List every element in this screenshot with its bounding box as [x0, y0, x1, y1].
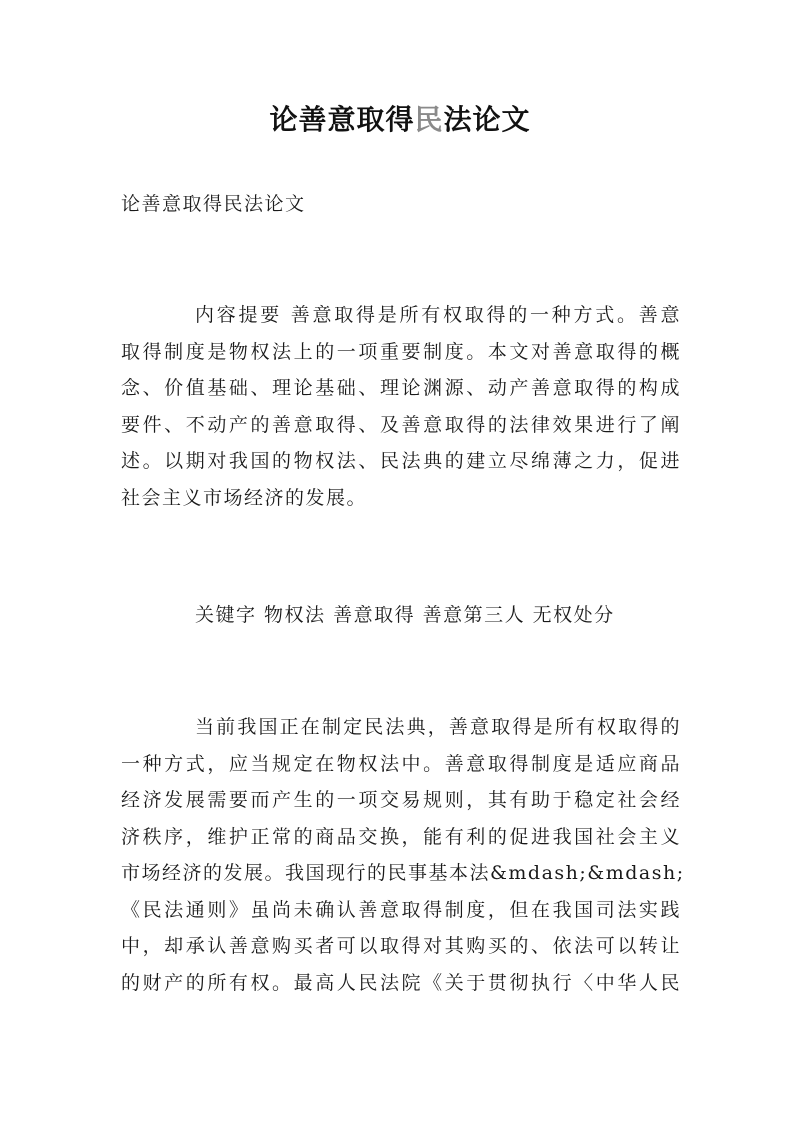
body-line: 当前我国正在制定民法典，善意取得是所有权取得的: [195, 716, 681, 738]
title-part-2: 法论文: [443, 103, 531, 136]
title-part-1: 论善意取得: [269, 103, 415, 136]
body-line: 市场经济的发展。我国现行的民事基本法&mdash;&mdash;: [121, 862, 685, 884]
body-line: 《民法通则》虽尚未确认善意取得制度，但在我国司法实践: [121, 898, 681, 921]
body-paragraph: [121, 709, 685, 1001]
abstract-line: 述。以期对我国的物权法、民法典的建立尽绵薄之力，促进: [121, 450, 681, 472]
document-subtitle: 论善意取得民法论文: [121, 193, 306, 215]
abstract-line: 内容提要 善意取得是所有权取得的一种方式。善意: [195, 304, 681, 326]
title-highlight: 民: [414, 103, 444, 136]
document-title: [0, 96, 800, 144]
abstract-line: 念、价值基础、理论基础、理论渊源、动产善意取得的构成: [121, 377, 681, 399]
body-line: 的财产的所有权。最高人民法院《关于贯彻执行〈中华人民: [121, 971, 681, 994]
keywords-line: 关键字 物权法 善意取得 善意第三人 无权处分: [195, 604, 615, 626]
body-line: 一种方式，应当规定在物权法中。善意取得制度是适应商品: [121, 752, 681, 775]
abstract-line: 取得制度是物权法上的一项重要制度。本文对善意取得的概: [121, 340, 681, 363]
abstract-line: 社会主义市场经济的发展。: [121, 486, 368, 509]
body-line: 经济发展需要而产生的一项交易规则，其有助于稳定社会经: [121, 789, 681, 811]
abstract-line: 要件、不动产的善意取得、及善意取得的法律效果进行了阐: [121, 413, 681, 436]
body-line: 济秩序，维护正常的商品交换，能有利的促进我国社会主义: [121, 825, 681, 848]
abstract-paragraph: [121, 297, 681, 516]
body-line: 中，却承认善意购买者可以取得对其购买的、依法可以转让: [121, 935, 681, 957]
